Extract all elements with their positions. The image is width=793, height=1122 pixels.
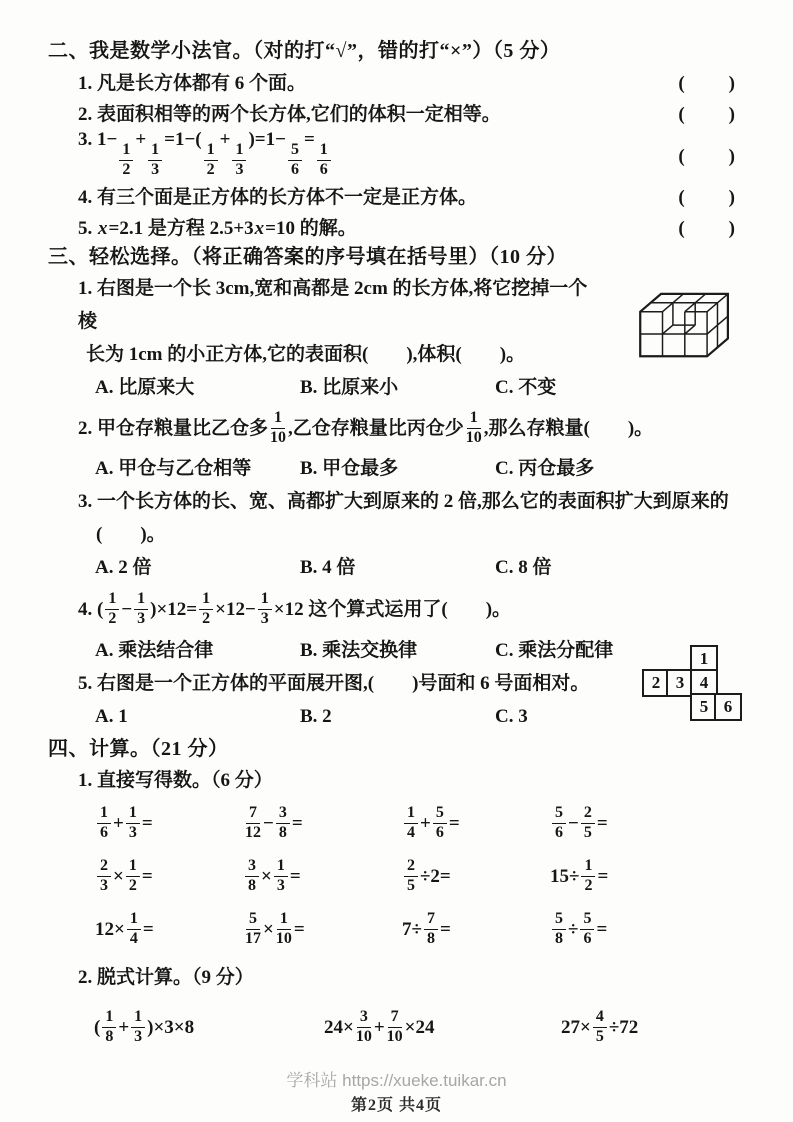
option-b: B. 4 倍 (300, 557, 356, 578)
choice-question-1-line2: 长为 1cm 的小正方体,它的表面积( ),体积( )。 (86, 344, 526, 365)
fraction: $\frac{1}{3}$ (258, 591, 272, 628)
calc-expression: $\frac{5}{6}$ − $\frac{2}{5}$ = (550, 805, 753, 842)
calc-expression: $\frac{2}{3}$ × $\frac{1}{2}$ = (95, 858, 243, 895)
option-c: C. 8 倍 (495, 557, 552, 578)
calc-expression: $\frac{3}{8}$ × $\frac{1}{3}$ = (243, 858, 402, 895)
fraction: $\frac{5}{6}$ (433, 805, 447, 842)
fraction: $\frac{3}{8}$ (245, 858, 259, 895)
net-face-1: 1 (690, 645, 718, 673)
option-a: A. 乘法结合律 (95, 640, 214, 661)
fraction: $\frac{1}{3}$ (148, 142, 162, 179)
fraction: $\frac{1}{6}$ (97, 805, 111, 842)
net-face-3: 3 (666, 669, 694, 697)
option-b: B. 乘法交换律 (300, 640, 418, 661)
fraction: $\frac{5}{6}$ (288, 142, 302, 179)
footer-watermark: 学科站 https://xueke.tuikar.cn (286, 1071, 507, 1090)
calc-expression: $\frac{1}{6}$ + $\frac{1}{3}$ = (95, 805, 243, 842)
tf-question-1 (48, 66, 753, 97)
fraction: $\frac{5}{17}$ (245, 910, 261, 947)
fraction: $\frac{5}{6}$ (580, 911, 594, 948)
calc-expression: 7÷ $\frac{7}{8}$ = (402, 910, 451, 947)
cuboid-figure-svg (634, 282, 746, 360)
fraction: $\frac{2}{5}$ (404, 858, 418, 895)
cube-net-figure (642, 645, 742, 721)
fraction: $\frac{2}{3}$ (97, 858, 111, 895)
fraction: $\frac{1}{4}$ (127, 911, 141, 948)
calc-expression: 12× $\frac{1}{4}$ = (95, 910, 154, 947)
answer-bracket: ( ) (678, 104, 737, 125)
fraction: $\frac{4}{5}$ (593, 1009, 607, 1046)
calc-expression: $\frac{5}{8}$ ÷ $\frac{5}{6}$ = (550, 911, 753, 948)
fraction: $\frac{1}{3}$ (131, 1009, 145, 1046)
choice-question-3-line1: 3. 一个长方体的长、宽、高都扩大到原来的 2 倍,那么它的表面积扩大到原来的 (78, 491, 729, 512)
fraction: $\frac{1}{4}$ (404, 805, 418, 842)
tf-question-2 (48, 97, 753, 128)
fraction: $\frac{1}{3}$ (134, 591, 148, 628)
tf-question-5-text: 5. x=2.1 是方程 2.5+3x=10 的解。 (78, 218, 357, 239)
fraction: $\frac{1}{10}$ (270, 408, 287, 446)
tf-question-4 (48, 180, 753, 211)
fraction: $\frac{1}{2}$ (581, 858, 595, 895)
choice-question-2-line1: 2. 甲仓存粮量比乙仓多 $\frac{1}{10}$ ,乙仓存粮量比丙仓少 $\frac{1}{10}$ ,那么存粮量( )。 (78, 408, 654, 446)
answer-bracket: ( ) (678, 187, 737, 208)
choice-question-3-options (48, 551, 753, 584)
fraction: $\frac{1}{10}$ (275, 910, 292, 947)
choice-question-3-line2: ( )。 (96, 524, 166, 545)
math-variable: x (98, 218, 108, 239)
option-c: C. 3 (495, 706, 528, 727)
calc-row-1 (48, 797, 753, 850)
net-face-5: 5 (690, 693, 718, 721)
fraction: $\frac{5}{8}$ (552, 911, 566, 948)
fraction: $\frac{5}{6}$ (552, 805, 566, 842)
fraction: $\frac{1}{2}$ (119, 142, 133, 179)
fraction: $\frac{1}{8}$ (102, 1009, 116, 1046)
stepwise-calc-row (48, 1000, 753, 1055)
section4-title: 四、计算。（21 分） (48, 738, 229, 760)
answer-bracket: ( ) (678, 218, 737, 239)
calc-row-3 (48, 903, 753, 956)
option-a: A. 甲仓与乙仓相等 (95, 458, 252, 479)
stepwise-expression: ( $\frac{1}{8}$ + $\frac{1}{3}$ )×3×8 (94, 1008, 195, 1045)
net-face-2: 2 (642, 669, 670, 697)
fraction: $\frac{1}{10}$ (465, 408, 482, 446)
tf-question-1-text: 1. 凡是长方体都有 6 个面。 (78, 73, 307, 94)
option-c: C. 丙仓最多 (495, 458, 595, 479)
calc-subtitle-1 (48, 765, 753, 797)
fraction: $\frac{1}{2}$ (204, 142, 218, 179)
tf-question-4-text: 4. 有三个面是正方体的长方体不一定是正方体。 (78, 187, 478, 208)
option-b: B. 甲仓最多 (300, 458, 399, 479)
fraction: $\frac{1}{3}$ (126, 805, 140, 842)
tf-question-2-text: 2. 表面积相等的两个长方体,它们的体积一定相等。 (78, 104, 501, 125)
answer-bracket: ( ) (678, 145, 737, 167)
tf-question-5 (48, 211, 753, 242)
calc-subtitle-2-text: 2. 脱式计算。（9 分） (78, 967, 254, 988)
calc-subtitle-2 (48, 960, 753, 996)
tf-question-3-text: 3. 1− $\frac{1}{2}$ + $\frac{1}{3}$ =1−( $\frac{1}{2}$ + $\frac{1}{3}$ )=1− $\frac{5}{6}$ = $\frac{1}{6}$ (78, 129, 333, 178)
choice-question-4-line1: 4. ( $\frac{1}{2}$ − $\frac{1}{3}$ )×12= $\frac{1}{2}$ ×12− $\frac{1}{3}$ ×12 这个算式运用了( )。 (78, 589, 512, 627)
fraction: $\frac{3}{10}$ (355, 1008, 372, 1045)
tf-question-3 (48, 128, 753, 180)
choice-question-5-line1: 5. 右图是一个正方体的平面展开图,( )号面和 6 号面相对。 (78, 673, 590, 694)
section3-title: 三、轻松选择。（将正确答案的序号填在括号里）（10 分） (48, 246, 567, 268)
fraction: $\frac{1}{3}$ (232, 142, 246, 179)
option-c: C. 不变 (495, 377, 557, 398)
footer-page-number: 第2页 共4页 (350, 1097, 442, 1114)
calc-row-2 (48, 850, 753, 903)
choice-question-1-options (48, 371, 753, 404)
option-a: A. 1 (95, 706, 128, 727)
fraction: $\frac{7}{10}$ (386, 1008, 403, 1045)
fraction: $\frac{7}{8}$ (424, 911, 438, 948)
net-face-4: 4 (690, 669, 718, 697)
fraction: $\frac{1}{2}$ (105, 591, 119, 628)
fraction: $\frac{1}{2}$ (126, 858, 140, 895)
calc-expression: 15÷ $\frac{1}{2}$ = (550, 857, 609, 894)
stepwise-expression: 24× $\frac{3}{10}$ + $\frac{7}{10}$ ×24 (324, 1008, 435, 1045)
fraction: $\frac{1}{2}$ (199, 591, 213, 628)
choice-question-1-line1: 1. 右图是一个长 3cm,宽和高都是 2cm 的长方体,将它挖掉一个棱 (78, 278, 588, 332)
option-c: C. 乘法分配律 (495, 640, 614, 661)
fraction: $\frac{1}{6}$ (317, 142, 331, 179)
math-variable: x (254, 218, 265, 239)
stepwise-expression: 27× $\frac{4}{5}$ ÷72 (561, 1008, 639, 1045)
choice-question-2-options (48, 452, 753, 485)
option-b: B. 比原来小 (300, 377, 399, 398)
section2-title: 二、我是数学小法官。（对的打“√”，错的打“×”）（5 分） (48, 40, 561, 62)
calc-expression: $\frac{2}{5}$ ÷2= (402, 858, 550, 895)
option-b: B. 2 (300, 706, 332, 727)
calc-expression: $\frac{7}{12}$ − $\frac{3}{8}$ = (245, 804, 303, 841)
fraction: $\frac{1}{3}$ (274, 858, 288, 895)
calc-subtitle-1-text: 1. 直接写得数。（6 分） (78, 770, 273, 791)
answer-bracket: ( ) (678, 73, 737, 94)
fraction: $\frac{3}{8}$ (276, 805, 290, 842)
net-face-6: 6 (714, 693, 742, 721)
cuboid-figure (634, 282, 746, 360)
fraction: $\frac{2}{5}$ (581, 805, 595, 842)
option-a: A. 比原来大 (95, 377, 195, 398)
fraction: $\frac{7}{12}$ (245, 804, 261, 841)
calc-expression: $\frac{5}{17}$ × $\frac{1}{10}$ = (245, 910, 305, 947)
option-a: A. 2 倍 (95, 557, 152, 578)
calc-expression: $\frac{1}{4}$ + $\frac{5}{6}$ = (402, 805, 550, 842)
